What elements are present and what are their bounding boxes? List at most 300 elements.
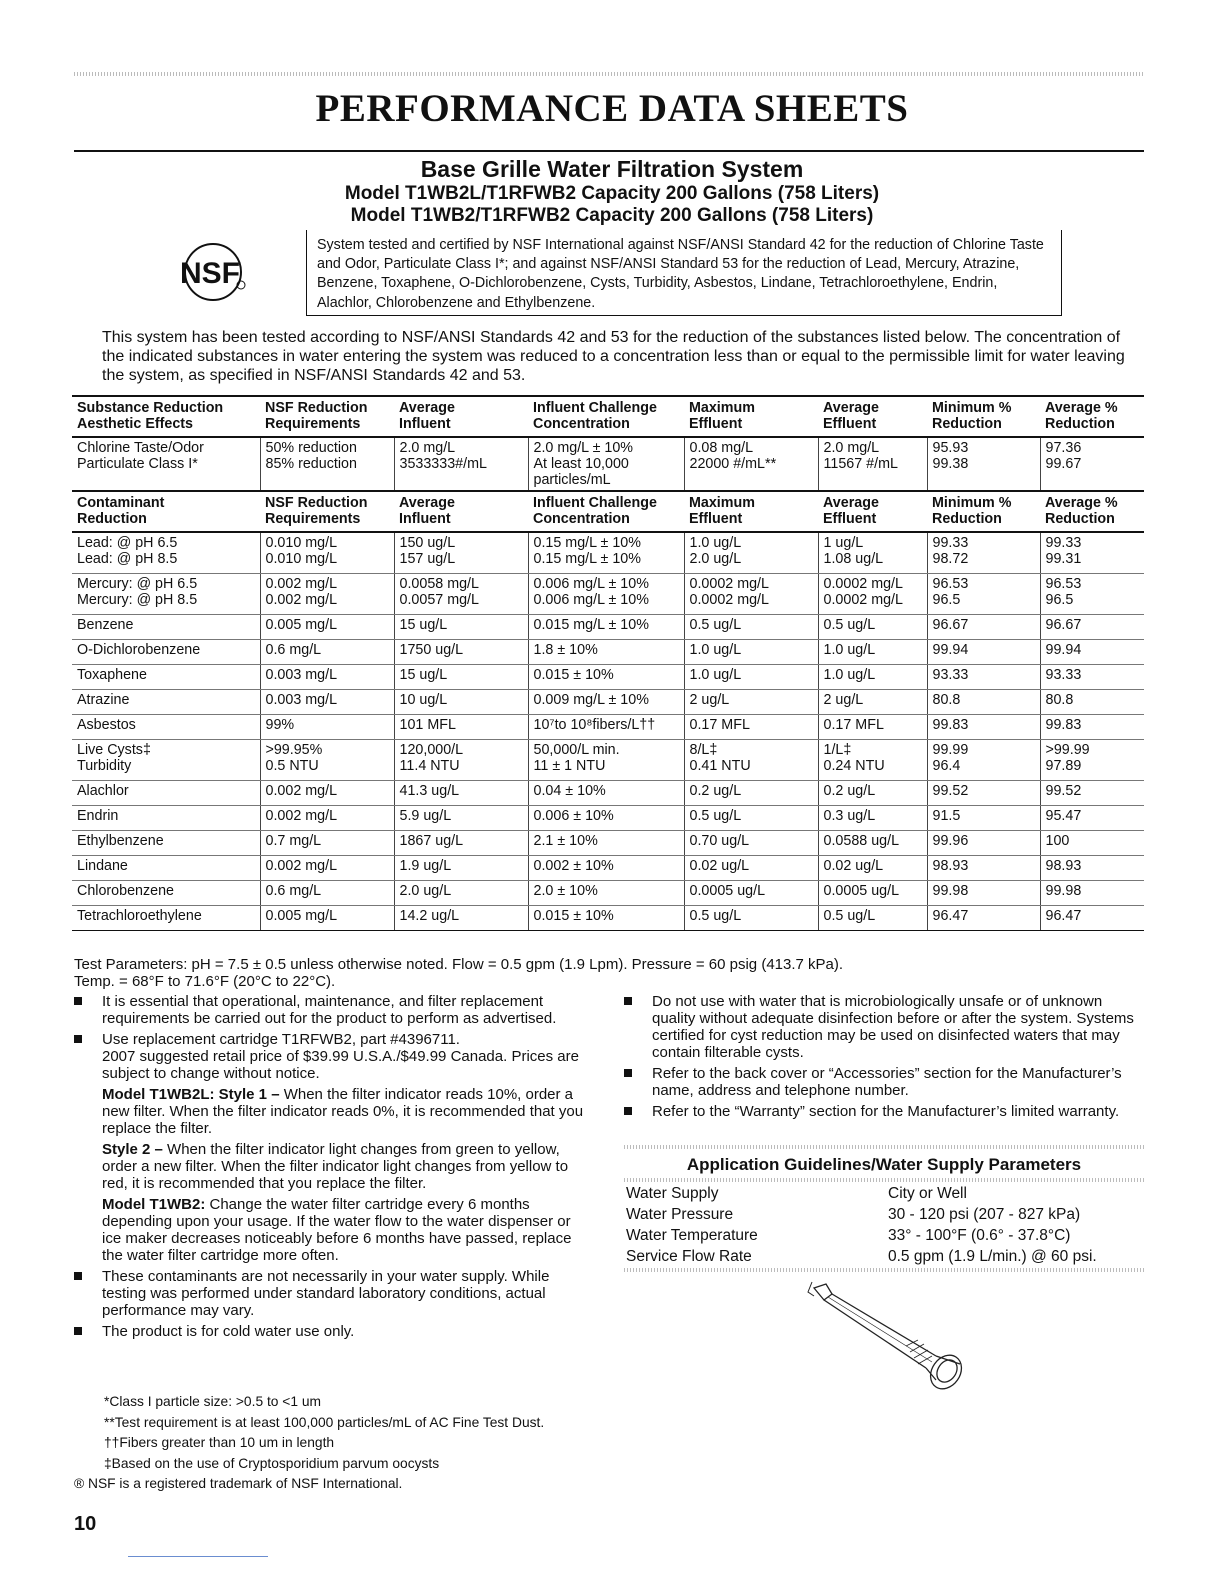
table-cell — [260, 715, 394, 740]
cell-line: 0.006 mg/L ± 10% — [533, 576, 649, 592]
cell-line: 2.0 mg/L — [399, 440, 456, 456]
table-cell — [72, 781, 260, 806]
table-cell — [260, 574, 394, 615]
table-cell — [260, 906, 394, 931]
cell-line: 99.94 — [932, 642, 969, 658]
table-row — [72, 781, 1144, 806]
table-cell — [72, 437, 260, 491]
header-cell — [72, 491, 260, 532]
test-params-line-2: Temp. = 68°F to 71.6°F (20°C to 22°C). — [74, 973, 336, 990]
test-params-line-1: Test Parameters: pH = 7.5 ± 0.5 unless otherwise noted. Flow = 0.5 gpm (1.9 Lpm). Pressure = 60 psig (413.7 kPa). — [74, 956, 844, 973]
table-cell — [818, 437, 927, 491]
cell-line: Mercury: @ pH 8.5 — [77, 592, 198, 608]
price-text: 2007 suggested retail price of $39.99 U.S.A./$49.99 Canada. Prices are subject to change without notice. — [102, 1048, 579, 1082]
cell-line: Turbidity — [77, 758, 132, 774]
cell-line: 0.002 mg/L — [265, 576, 338, 592]
replacement-cartridge-text: Use replacement cartridge T1RFWB2, part #4396711. — [102, 1031, 460, 1048]
cell-line: 1.0 ug/L — [689, 535, 742, 551]
cell-line: 0.24 NTU — [823, 758, 885, 774]
page-title: PERFORMANCE DATA SHEETS — [315, 87, 909, 130]
cell-line: Effluent — [689, 511, 743, 527]
cell-line: 0.010 mg/L — [265, 551, 338, 567]
cell-line: 99.52 — [1045, 783, 1082, 799]
cell-line: 1.0 ug/L — [689, 667, 742, 683]
cell-line: Mercury: @ pH 6.5 — [77, 576, 198, 592]
table-cell — [528, 856, 684, 881]
table-cell — [684, 437, 818, 491]
cell-line: Minimum % — [932, 495, 1012, 511]
cell-line: 97.89 — [1045, 758, 1082, 774]
cell-line: 0.6 mg/L — [265, 883, 322, 899]
cell-line: 97.36 — [1045, 440, 1082, 456]
cell-line: Chlorobenzene — [77, 883, 174, 899]
header-cell — [394, 491, 528, 532]
cell-line: Reduction — [932, 416, 1002, 432]
table-cell — [528, 806, 684, 831]
table-cell — [684, 690, 818, 715]
application-row — [624, 1204, 1144, 1225]
cell-line: Requirements — [265, 416, 361, 432]
cell-line: 85% reduction — [265, 456, 357, 472]
bottom-link-line — [128, 1556, 268, 1557]
cell-line: Aesthetic Effects — [77, 416, 194, 432]
cell-line: 96.67 — [932, 617, 969, 633]
bullet-icon — [74, 997, 82, 1005]
cell-line: 0.015 mg/L ± 10% — [533, 617, 649, 633]
table-header-aesthetic — [72, 396, 1144, 437]
cell-line: 0.006 mg/L ± 10% — [533, 592, 649, 608]
table-cell — [394, 740, 528, 781]
table-cell — [1040, 532, 1144, 574]
table-row — [72, 806, 1144, 831]
cell-line: 100 — [1045, 833, 1070, 849]
table-cell — [1040, 781, 1144, 806]
table-cell — [684, 715, 818, 740]
bullet-icon — [74, 1327, 82, 1335]
cell-line: 0.5 ug/L — [823, 908, 876, 924]
cell-line: Influent — [399, 511, 451, 527]
table-cell — [72, 906, 260, 931]
table-cell — [684, 740, 818, 781]
parameter-label: Service Flow Rate — [626, 1248, 752, 1265]
cell-line: At least 10,000 — [533, 456, 629, 472]
cell-line: 96.47 — [932, 908, 969, 924]
table-cell — [818, 665, 927, 690]
cell-line: Ethylbenzene — [77, 833, 164, 849]
cell-line: 1867 ug/L — [399, 833, 464, 849]
table-cell — [818, 831, 927, 856]
table-row — [72, 665, 1144, 690]
cell-line: 0.5 ug/L — [823, 617, 876, 633]
table-cell — [394, 906, 528, 931]
table-cell — [927, 906, 1040, 931]
cell-line: 3533333#/mL — [399, 456, 487, 472]
table-cell — [1040, 740, 1144, 781]
application-row — [624, 1225, 1144, 1246]
table-cell — [528, 906, 684, 931]
cell-line: 150 ug/L — [399, 535, 456, 551]
table-cell — [684, 615, 818, 640]
cell-line: Effluent — [823, 511, 877, 527]
cell-line: 96.4 — [932, 758, 961, 774]
svg-text:NSF: NSF — [180, 257, 240, 290]
cell-line: 0.002 mg/L — [265, 783, 338, 799]
model2-note: Model T1WB2: Change the water filter cartridge every 6 months depending upon your usage. If the water flow to the water dispenser or ice maker decreases noticeably before 6 months have passed, replace the water filter cartridge more often. — [102, 1196, 572, 1264]
cell-line: NSF Reduction — [265, 400, 368, 416]
cell-line: 14.2 ug/L — [399, 908, 460, 924]
cell-line: 99.52 — [932, 783, 969, 799]
cell-line: Requirements — [265, 511, 361, 527]
cell-line: 0.002 mg/L — [265, 808, 338, 824]
header-cell — [684, 396, 818, 437]
table-cell — [1040, 437, 1144, 491]
cell-line: 0.0005 ug/L — [689, 883, 766, 899]
table-cell — [528, 665, 684, 690]
cell-line: 11567 #/mL — [823, 456, 898, 472]
table-cell — [927, 532, 1040, 574]
table-header-contaminant — [72, 491, 1144, 532]
table-cell — [927, 574, 1040, 615]
table-cell — [394, 856, 528, 881]
table-cell — [1040, 881, 1144, 906]
table-cell — [528, 574, 684, 615]
cell-line: Reduction — [1045, 511, 1115, 527]
parameter-value: 0.5 gpm (1.9 L/min.) @ 60 psi. — [888, 1248, 1097, 1265]
cell-line: Lead: @ pH 6.5 — [77, 535, 178, 551]
cell-line: 10⁷to 10⁸fibers/L†† — [533, 717, 656, 733]
test-parameters — [74, 956, 1154, 990]
cell-line: Lindane — [77, 858, 128, 874]
table-cell — [818, 781, 927, 806]
table-cell — [394, 881, 528, 906]
cell-line: 2.0 ug/L — [689, 551, 742, 567]
footnotes — [74, 1392, 774, 1495]
cell-line: 0.7 mg/L — [265, 833, 322, 849]
performance-table — [72, 395, 1144, 931]
cell-line: 96.5 — [1045, 592, 1074, 608]
table-cell — [72, 856, 260, 881]
table-row — [72, 881, 1144, 906]
bullet-icon — [74, 1035, 82, 1043]
cell-line: Asbestos — [77, 717, 136, 733]
table-cell — [260, 831, 394, 856]
cell-line: 98.72 — [932, 551, 969, 567]
cell-line: 0.002 mg/L — [265, 858, 338, 874]
table-cell — [1040, 856, 1144, 881]
table-cell — [260, 856, 394, 881]
table-cell — [394, 831, 528, 856]
cell-line: 50,000/L min. — [533, 742, 620, 758]
cell-line: 95.47 — [1045, 808, 1082, 824]
header-cell — [927, 491, 1040, 532]
cell-line: 0.70 ug/L — [689, 833, 750, 849]
app-top-hatch — [624, 1145, 1144, 1149]
system-heading: Base Grille Water Filtration System — [420, 156, 804, 182]
cell-line: 99.31 — [1045, 551, 1082, 567]
cell-line: Alachlor — [77, 783, 129, 799]
parameter-label: Water Supply — [626, 1185, 719, 1202]
table-cell — [818, 856, 927, 881]
header-cell — [528, 491, 684, 532]
cell-line: Atrazine — [77, 692, 130, 708]
cell-line: 50% reduction — [265, 440, 357, 456]
table-cell — [72, 806, 260, 831]
table-cell — [394, 615, 528, 640]
table-cell — [927, 740, 1040, 781]
model-heading-2: Model T1WB2/T1RFWB2 Capacity 200 Gallons (758 Liters) — [350, 205, 874, 226]
table-cell — [260, 437, 394, 491]
table-row — [72, 740, 1144, 781]
header-cell — [927, 396, 1040, 437]
cell-line: 80.8 — [932, 692, 961, 708]
cell-line: 0.17 MFL — [689, 717, 750, 733]
cell-line: Chlorine Taste/Odor — [77, 440, 204, 456]
cell-line: 99.67 — [1045, 456, 1082, 472]
cell-line: Reduction — [932, 511, 1002, 527]
cell-line: 99.96 — [932, 833, 969, 849]
table-cell — [260, 881, 394, 906]
cell-line: 0.003 mg/L — [265, 667, 338, 683]
header-cell — [260, 396, 394, 437]
cell-line: 0.0057 mg/L — [399, 592, 479, 608]
table-cell — [528, 690, 684, 715]
table-cell — [684, 806, 818, 831]
cell-line: 0.6 mg/L — [265, 642, 322, 658]
table-cell — [818, 532, 927, 574]
cell-line: 0.0002 mg/L — [689, 576, 769, 592]
cell-line: 2 ug/L — [823, 692, 864, 708]
table-cell — [394, 806, 528, 831]
cell-line: 93.33 — [932, 667, 969, 683]
cell-line: Influent Challenge — [533, 400, 657, 416]
table-cell — [1040, 715, 1144, 740]
table-cell — [818, 640, 927, 665]
cell-line: 99% — [265, 717, 295, 733]
table-cell — [818, 906, 927, 931]
table-cell — [684, 781, 818, 806]
application-guidelines-title: Application Guidelines/Water Supply Parameters — [686, 1155, 1082, 1174]
table-cell — [684, 665, 818, 690]
table-cell — [528, 740, 684, 781]
cell-line: 91.5 — [932, 808, 961, 824]
table-cell — [260, 532, 394, 574]
cell-line: 0.02 ug/L — [823, 858, 884, 874]
table-cell — [927, 690, 1040, 715]
cell-line: Average — [399, 400, 455, 416]
table-cell — [927, 806, 1040, 831]
cell-line: Reduction — [77, 511, 147, 527]
cell-line: 95.93 — [932, 440, 969, 456]
cell-line: Average % — [1045, 495, 1118, 511]
bullet-replacement — [74, 1031, 584, 1264]
cell-line: Particulate Class I* — [77, 456, 198, 472]
cell-line: 41.3 ug/L — [399, 783, 460, 799]
table-cell — [260, 640, 394, 665]
cell-line: 0.2 ug/L — [823, 783, 876, 799]
table-cell — [72, 615, 260, 640]
cell-line: 0.0002 mg/L — [823, 592, 903, 608]
cell-line: 15 ug/L — [399, 667, 448, 683]
table-cell — [684, 906, 818, 931]
cell-line: 0.002 mg/L — [265, 592, 338, 608]
footnote-cysts: ‡Based on the use of Cryptosporidium parvum oocysts — [104, 1455, 440, 1471]
cell-line: Concentration — [533, 511, 630, 527]
table-cell — [927, 615, 1040, 640]
cell-line: 0.08 mg/L — [689, 440, 754, 456]
cell-line: 96.67 — [1045, 617, 1082, 633]
table-cell — [72, 690, 260, 715]
cell-line: 1.08 ug/L — [823, 551, 884, 567]
cell-line: Live Cysts‡ — [77, 742, 151, 758]
table-cell — [528, 437, 684, 491]
cell-line: 99.33 — [932, 535, 969, 551]
cell-line: 0.5 ug/L — [689, 617, 742, 633]
cell-line: 99.99 — [932, 742, 969, 758]
cell-line: 0.010 mg/L — [265, 535, 338, 551]
table-cell — [818, 690, 927, 715]
intro-paragraph: This system has been tested according to NSF/ANSI Standards 42 and 53 for the reduction of the substances listed below. The concentration of the indicated substances in water entering the system was reduced to a concentration less than or equal to the permissible limit for water leaving the system, as specified in NSF/ANSI Standards 42 and 53. — [102, 329, 1125, 384]
table-cell — [927, 781, 1040, 806]
cell-line: Maximum — [689, 495, 755, 511]
cell-line: 0.41 NTU — [689, 758, 751, 774]
top-hatch-rule — [74, 72, 1144, 76]
certification-box: System tested and certified by NSF International against NSF/ANSI Standard 42 for the reduction of Chlorine Taste and Odor, Particulate Class I*; and against NSF/ANSI Standard 53 for the reduction of Lead, Mercury, Atrazine, Benzene, Toxaphene, O-Dichlorobenzene, Cysts, Turbidity, Asbestos, Lindane, Tetrachloroethylene, Endrin, Alachlor, Chlorobenzene and Ethylbenzene. — [306, 230, 1062, 316]
table-cell — [394, 640, 528, 665]
cell-line: 0.2 ug/L — [689, 783, 742, 799]
bullet-warranty: Refer to the “Warranty” section for the Manufacturer’s limited warranty. — [624, 1103, 1144, 1120]
header-cell — [818, 491, 927, 532]
cell-line: 0.0058 mg/L — [399, 576, 479, 592]
cell-line: Average % — [1045, 400, 1118, 416]
parameter-value: 30 - 120 psi (207 - 827 kPa) — [888, 1206, 1081, 1223]
cell-line: 0.003 mg/L — [265, 692, 338, 708]
cell-line: 0.02 ug/L — [689, 858, 750, 874]
cell-line: 80.8 — [1045, 692, 1074, 708]
cell-line: Influent Challenge — [533, 495, 657, 511]
cell-line: 1.0 ug/L — [823, 642, 876, 658]
cell-line: 5.9 ug/L — [399, 808, 452, 824]
cell-line: Effluent — [823, 416, 877, 432]
cell-line: 99.98 — [1045, 883, 1082, 899]
table-cell — [528, 532, 684, 574]
table-cell — [72, 715, 260, 740]
table-cell — [72, 532, 260, 574]
table-cell — [394, 665, 528, 690]
table-cell — [528, 640, 684, 665]
table-cell — [927, 437, 1040, 491]
table-cell — [72, 574, 260, 615]
table-cell — [684, 856, 818, 881]
cell-line: 98.93 — [932, 858, 969, 874]
cell-line: 10 ug/L — [399, 692, 448, 708]
table-cell — [528, 831, 684, 856]
cell-line: 99.83 — [932, 717, 969, 733]
cell-line: 2.0 ± 10% — [533, 883, 598, 899]
cell-line: Toxaphene — [77, 667, 147, 683]
footnote-trademark: ® NSF is a registered trademark of NSF International. — [74, 1476, 403, 1491]
filter-cartridge-illustration — [806, 1280, 976, 1390]
table-cell — [1040, 906, 1144, 931]
table-cell — [260, 740, 394, 781]
table-cell — [818, 715, 927, 740]
table-cell — [528, 781, 684, 806]
footnote-class-i: *Class I particle size: >0.5 to <1 um — [104, 1394, 322, 1409]
table-cell — [394, 532, 528, 574]
table-cell — [528, 881, 684, 906]
bullet-icon — [624, 1069, 632, 1077]
table-cell — [927, 665, 1040, 690]
bullet-icon — [74, 1272, 82, 1280]
table-cell — [394, 690, 528, 715]
table-cell — [72, 640, 260, 665]
header-cell — [1040, 396, 1144, 437]
table-cell — [684, 574, 818, 615]
table-cell — [260, 665, 394, 690]
cell-line: 22000 #/mL** — [689, 456, 777, 472]
table-row — [72, 437, 1144, 491]
table-cell — [1040, 640, 1144, 665]
table-cell — [394, 715, 528, 740]
cell-line: Average — [823, 400, 879, 416]
cell-line: Reduction — [1045, 416, 1115, 432]
table-cell — [927, 715, 1040, 740]
bullet-maintenance: It is essential that operational, maintenance, and filter replacement requirements be carried out for the product to perform as advertised. — [74, 993, 584, 1027]
table-row — [72, 574, 1144, 615]
cell-line: Minimum % — [932, 400, 1012, 416]
cell-line: 0.005 mg/L — [265, 908, 338, 924]
cell-line: 1750 ug/L — [399, 642, 464, 658]
parameter-label: Water Pressure — [626, 1206, 734, 1223]
style2-note: Style 2 – When the filter indicator light changes from green to yellow, order a new filter. When the filter indicator light changes from yellow to red, it is recommended that you replace the filter. — [102, 1141, 569, 1192]
table-cell — [927, 881, 1040, 906]
cell-line: 1.0 ug/L — [689, 642, 742, 658]
parameter-value: 33° - 100°F (0.6° - 37.8°C) — [888, 1227, 1071, 1244]
cell-line: Average — [399, 495, 455, 511]
right-notes-column — [624, 993, 1144, 1124]
cell-line: 0.04 ± 10% — [533, 783, 606, 799]
parameter-label: Water Temperature — [626, 1227, 758, 1244]
left-notes-column — [74, 993, 584, 1344]
cell-line: Maximum — [689, 400, 755, 416]
page-number: 10 — [74, 1513, 97, 1535]
cell-line: 0.17 MFL — [823, 717, 884, 733]
table-cell — [927, 856, 1040, 881]
cell-line: 99.94 — [1045, 642, 1082, 658]
table-cell — [1040, 831, 1144, 856]
table-cell — [260, 690, 394, 715]
cell-line: 2.0 mg/L ± 10% — [533, 440, 634, 456]
cell-line: 0.006 ± 10% — [533, 808, 614, 824]
cell-line: Influent — [399, 416, 451, 432]
cell-line: >99.95% — [265, 742, 323, 758]
cell-line: >99.99 — [1045, 742, 1090, 758]
cell-line: 2.0 ug/L — [399, 883, 452, 899]
app-title-hatch — [624, 1178, 1144, 1182]
table-cell — [927, 831, 1040, 856]
table-cell — [528, 715, 684, 740]
parameter-value: City or Well — [888, 1185, 967, 1202]
table-cell — [1040, 690, 1144, 715]
cell-line: O-Dichlorobenzene — [77, 642, 201, 658]
cell-line: 0.5 NTU — [265, 758, 319, 774]
cell-line: 2.1 ± 10% — [533, 833, 598, 849]
footnote-fibers: ††Fibers greater than 10 um in length — [104, 1435, 335, 1450]
table-row — [72, 715, 1144, 740]
cell-line: Lead: @ pH 8.5 — [77, 551, 178, 567]
cell-line: 1 ug/L — [823, 535, 864, 551]
table-cell — [684, 640, 818, 665]
cell-line: 0.15 mg/L ± 10% — [533, 551, 641, 567]
